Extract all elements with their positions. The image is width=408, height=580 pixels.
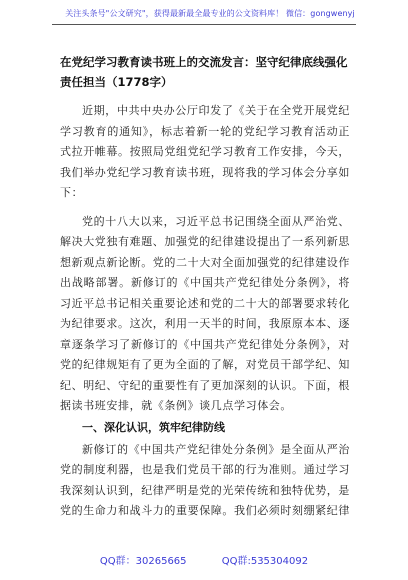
footer-qq-group-2: QQ群:535304092 <box>221 556 309 567</box>
header-banner: 关注头条号"公文研究"，获得最新最全最专业的公文资料库！ 微信：gongwenyj <box>65 9 355 18</box>
paragraph-intro: 近期，中共中央办公厅印发了《关于在全党开展党纪学习教育的通知》，标志着新一轮的党纪学习教育活动正式拉开帷幕。按照局党组党纪学习教育工作安排，今天，我们举办党纪学习教育读书班，现将我的学习体会分享如下： <box>60 104 350 199</box>
document-body <box>60 52 350 522</box>
header-divider <box>52 24 356 25</box>
paragraph-section-one: 新修订的《中国共产党纪律处分条例》是全面从严治党的制度利器，也是我们党员干部的行为准则。通过学习我深刻认识到，纪律严明是党的光荣传统和独特优势，是党的生命力和战斗力的重要保障。我们必须时刻绷紧纪律 <box>60 442 350 517</box>
section-heading: 一、深化认识，筑牢纪律防线 <box>82 420 225 434</box>
footer-contacts <box>0 552 408 567</box>
paragraph-background: 党的十八大以来，习近平总书记围绕全面从严治党、解决大党独有难题、加强党的纪律建设提出了一系列新思想新观点新论断。党的二十大对全面加强党的纪律建设作出战略部署。新修订的《中国共产党纪律处分条例》，将习近平总书记相关重要论述和党的二十大的部署要求转化为纪律要求。这次，利用一天半的时间，我原原本本、逐章逐条学习了新修订的《中国共产党纪律处分条例》，对党的纪律规矩有了更为全面的了解，对党员干部学纪、知纪、明纪、守纪的重要性有了更加深刻的认识。下面，根据读书班安排，就《条例》谈几点学习体会。 <box>60 214 350 412</box>
document-title: 在党纪学习教育读书班上的交流发言：坚守纪律底线强化责任担当（1778字） <box>60 55 348 89</box>
footer-qq-group-1: QQ群：30265665 <box>99 556 187 567</box>
